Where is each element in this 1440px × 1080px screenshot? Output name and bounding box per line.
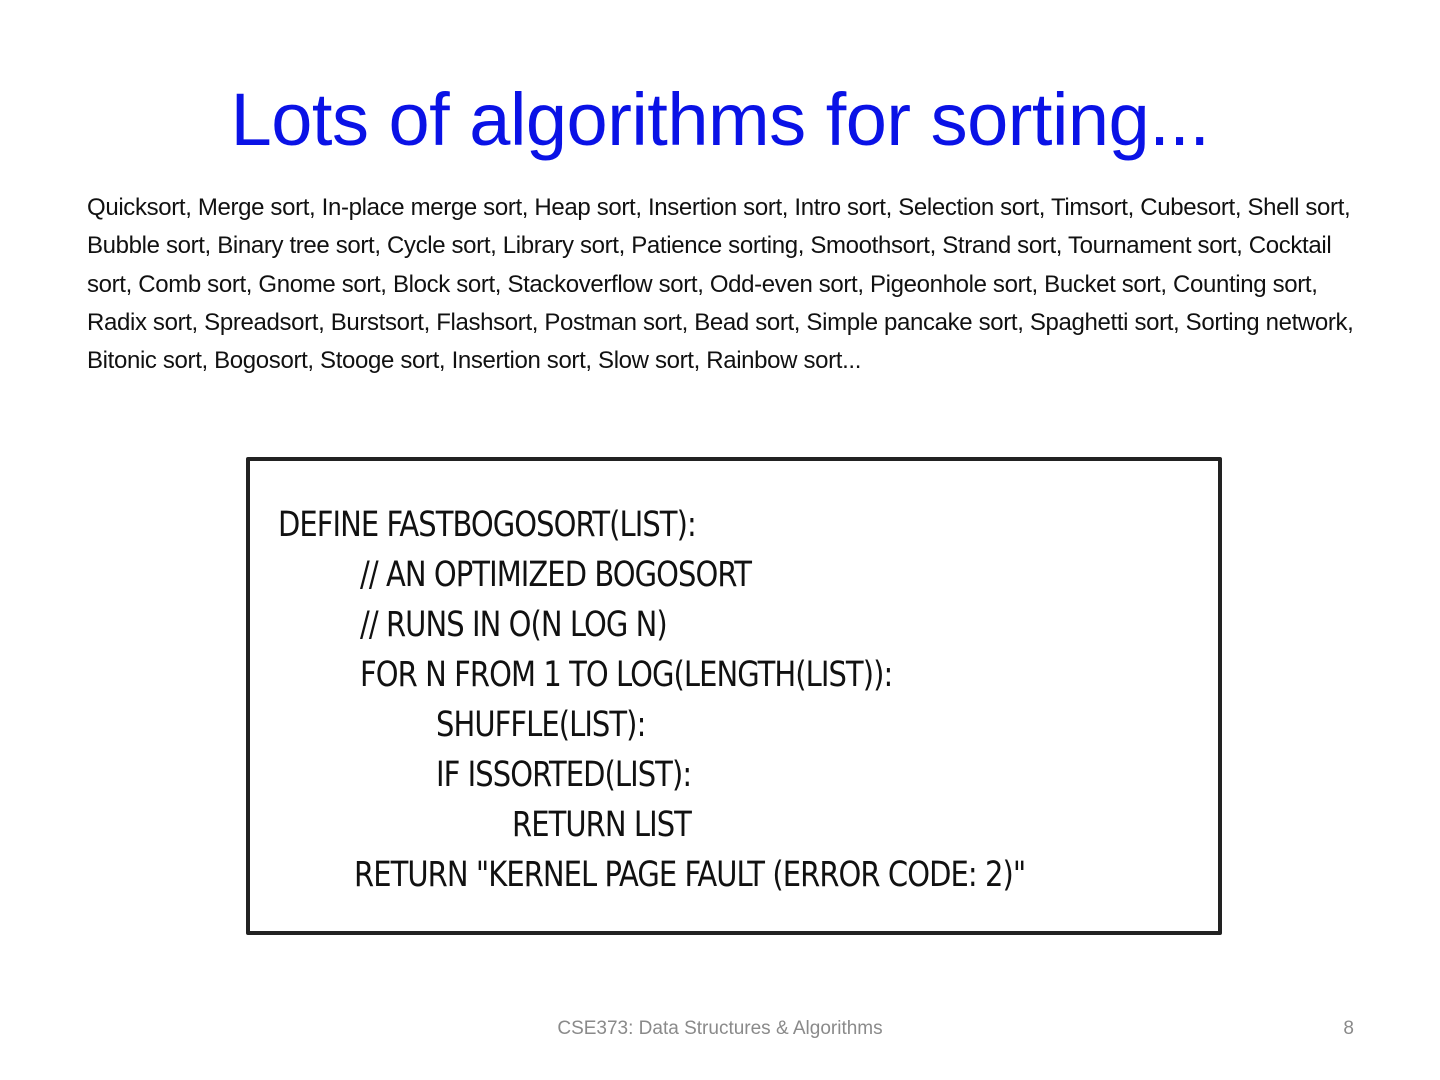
comic-line-define: DEFINE FASTBOGOSORT(LIST):: [278, 505, 696, 545]
comic-line-for: FOR N FROM 1 TO LOG(LENGTH(LIST)):: [360, 655, 893, 695]
footer-page-number: 8: [1343, 1018, 1354, 1039]
comic-line-shuffle: SHUFFLE(LIST):: [436, 705, 646, 745]
comic-line-return-error: RETURN "KERNEL PAGE FAULT (ERROR CODE: 2)": [354, 855, 1026, 895]
comic-line-if: IF ISSORTED(LIST):: [436, 755, 692, 795]
footer-course-name: CSE373: Data Structures & Algorithms: [557, 1018, 883, 1039]
comic-line-return-list: RETURN LIST: [512, 805, 691, 845]
comic-line-comment-2: // RUNS IN O(N LOG N): [360, 605, 667, 645]
sorting-algorithms-list: Quicksort, Merge sort, In-place merge sort, Heap sort, Insertion sort, Intro sort, Selection sort, Timsort, Cubesort, Shell sort, Bubble sort, Binary tree sort, Cycle sort, Library sort, Patience sorting, Smoothsort, Strand sort, Tournament sort, Cocktail sort, Comb sort, Gnome sort, Block sort, Stackoverflow sort, Odd-even sort, Pigeonhole sort, Bucket sort, Counting sort, Radix sort, Spreadsort, Burstsort, Flashsort, Postman sort, Bead sort, Simple pancake sort, Spaghetti sort, Sorting network, Bitonic sort, Bogosort, Stooge sort, Insertion sort, Slow sort, Rainbow sort...: [87, 194, 1354, 375]
comic-line-comment-1: // AN OPTIMIZED BOGOSORT: [360, 555, 752, 595]
comic-panel: [246, 457, 1222, 935]
slide-title: Lots of algorithms for sorting...: [230, 78, 1210, 161]
